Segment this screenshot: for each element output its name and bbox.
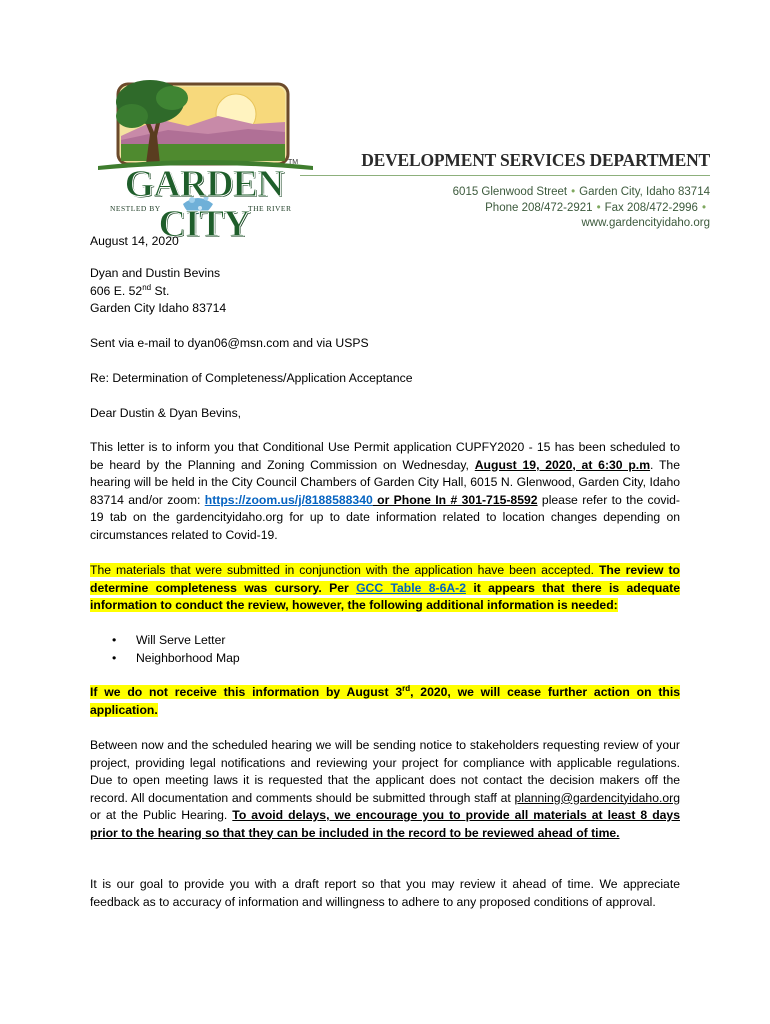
contact-line: [485, 202, 710, 214]
address-line: [453, 186, 710, 198]
recipient-block: [90, 265, 680, 318]
letter-date: August 14, 2020: [90, 234, 179, 248]
planning-email-link[interactable]: planning@gardencityidaho.org: [514, 790, 680, 805]
street-suffix: St.: [151, 283, 170, 298]
needed-items-list: [112, 631, 240, 667]
list-item: [112, 649, 240, 667]
bullet-icon: •: [112, 651, 117, 665]
sent-via-line: Sent via e-mail to dyan06@msn.com and via USPS: [90, 336, 369, 350]
website-line: [582, 217, 711, 229]
list-item-label: Will Serve Letter: [136, 633, 226, 647]
p3-bold: If we do not receive this information by August 3: [90, 685, 403, 699]
city-address: Garden City, Idaho 83714: [579, 186, 710, 198]
paragraph-materials: [90, 562, 680, 615]
salutation: Dear Dustin & Dyan Bevins,: [90, 406, 242, 420]
logo-tagline-right: THE RIVER: [248, 204, 292, 213]
separator-dot-icon: •: [701, 202, 706, 214]
recipient-name: Dyan and Dustin Bevins: [90, 266, 221, 280]
paragraph-closing: It is our goal to provide you with a draft report so that you may review it ahead of time. We appreciate feedback as to accuracy of information and willingness to adhere to any proposed conditions of approval.: [90, 877, 680, 909]
list-item: [112, 631, 240, 649]
p2-bold-2: it appears that there is adequate information to conduct the review, however, the following additional information is needed:: [90, 580, 680, 612]
phone-number: Phone 208/472-2921: [485, 202, 593, 214]
p4-text: Between now and the scheduled hearing we will be sending notice to stakeholders requesting review of your project, providing legal notifications and reviewing your project for compliance with applicable regulations. Due to open meeting laws it is requested that the applicant does not contact the decision makers off the record. All documentation and comments should be submitted through staff at: [90, 738, 680, 805]
website-link[interactable]: www.gardencityidaho.org: [581, 217, 710, 229]
p1-text-2: . The hearing will be held in the City Council Chambers of Garden City Hall, 6015 N. Glenwood, Garden City, Idaho 83714 and/or zoom:: [90, 457, 680, 507]
p4-bold: To avoid delays, we encourage you to provide all materials at least 8 days prior to the hearing so that they can be included in the record to be reviewed ahead of time.: [90, 808, 680, 840]
phone-in-number: or Phone In # 301-715-8592: [372, 492, 538, 507]
recipient-street: [90, 283, 680, 301]
gcc-table-link[interactable]: GCC Table 8-6A-2: [356, 580, 466, 595]
p2-text: The materials that were submitted in conjunction with the application have been accepted.: [90, 563, 599, 577]
street-ordinal: nd: [142, 282, 152, 292]
logo-trademark: TM: [288, 159, 299, 166]
zoom-link[interactable]: https://zoom.us/j/8188588340: [204, 492, 373, 507]
logo-tagline-left: NESTLED BY: [110, 204, 161, 213]
header-divider: [300, 175, 710, 176]
department-title: DEVELOPMENT SERVICES DEPARTMENT: [361, 150, 710, 170]
p1-text-3: please refer to the covid-19 tab on the gardencityidaho.org for up to date information related to location changes depending on circumstances related to Covid-19.: [90, 492, 680, 542]
street-address: 6015 Glenwood Street: [452, 186, 568, 198]
hearing-date: August 19, 2020, at 6:30 p.m: [474, 457, 651, 472]
p4-text-2: or at the Public Hearing.: [90, 808, 233, 822]
bullet-icon: •: [112, 633, 117, 647]
p1-text: This letter is to inform you that Conditional Use Permit application CUPFY2020 - 15 has been scheduled to be heard by the Planning and Zoning Commission on Wednesday,: [90, 440, 680, 472]
fax-number: Fax 208/472-2996: [604, 202, 698, 214]
p3-bold-2: , 2020, we will cease further action on this application.: [90, 685, 680, 717]
paragraph-deadline: [90, 684, 680, 719]
list-item-label: Neighborhood Map: [136, 651, 240, 665]
p2-bold: The review to determine completeness was cursory. Per: [90, 563, 680, 595]
separator-dot-icon: •: [571, 186, 576, 198]
p3-ordinal: rd: [402, 683, 411, 693]
subject-line: Re: Determination of Completeness/Application Acceptance: [90, 371, 413, 385]
recipient-city: Garden City Idaho 83714: [90, 301, 227, 315]
logo-wordmark: GARDEN CITY: [124, 163, 284, 245]
paragraph-stakeholders: [90, 737, 680, 842]
separator-dot-icon: •: [596, 202, 601, 214]
paragraph-hearing: [90, 439, 680, 544]
street-number: 606 E. 52: [90, 283, 143, 298]
